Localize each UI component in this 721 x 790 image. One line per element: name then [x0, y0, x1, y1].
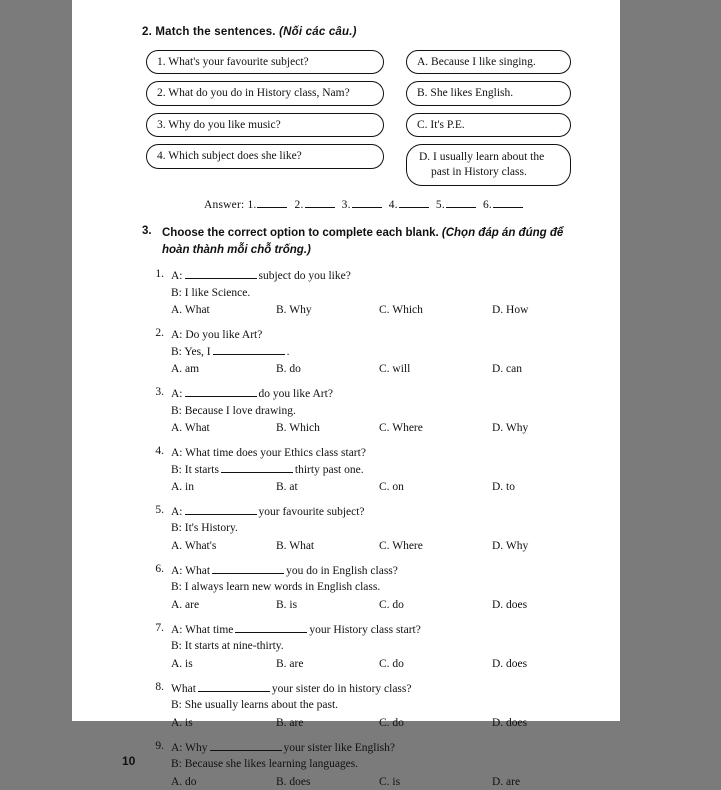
option-a[interactable]: A. What — [171, 421, 210, 434]
question-number-5: 5. — [155, 504, 164, 517]
question-8-line-a-post: your sister do in history class? — [271, 683, 412, 696]
option-d[interactable]: D. are — [492, 775, 521, 788]
question-item-1 — [142, 268, 598, 318]
option-d[interactable]: D. does — [492, 716, 528, 729]
match-item-right-b[interactable]: B. She likes English. — [406, 81, 571, 105]
question-item-3 — [142, 386, 598, 436]
question-list — [142, 268, 598, 790]
question-2-options — [171, 361, 598, 377]
question-5-line-a-post: your favourite subject? — [258, 506, 365, 519]
question-9-line-b: B: Because she likes learning languages. — [171, 758, 359, 771]
question-number-6: 6. — [155, 563, 164, 576]
book-spine — [72, 0, 101, 721]
section-2-heading-en: 2. Match the sentences. — [142, 26, 276, 38]
option-d[interactable]: D. Why — [492, 421, 529, 434]
question-number-7: 7. — [155, 622, 164, 635]
answer-number-4: 4. — [388, 198, 398, 211]
question-3-line-a-pre: A: — [171, 388, 183, 401]
answer-number-2: 2. — [294, 198, 304, 211]
section-3-heading-vn-line2: hoàn thành mỗi chỗ trống.) — [162, 243, 311, 256]
question-7-line-a — [171, 622, 598, 638]
question-9-blank[interactable] — [210, 750, 282, 751]
question-5-line-a — [171, 504, 598, 520]
match-item-right-a[interactable]: A. Because I like singing. — [406, 50, 571, 74]
option-a[interactable]: A. is — [171, 716, 193, 729]
option-b[interactable]: B. What — [276, 539, 315, 552]
question-1-options — [171, 302, 598, 318]
option-b[interactable]: B. are — [276, 716, 304, 729]
answer-blank-4[interactable] — [399, 207, 429, 208]
question-item-2 — [142, 327, 598, 377]
match-item-left-2[interactable]: 2. What do you do in History class, Nam? — [146, 81, 384, 105]
option-d[interactable]: D. Why — [492, 539, 529, 552]
option-b[interactable]: B. do — [276, 362, 301, 375]
question-number-2: 2. — [155, 327, 164, 340]
question-8-options — [171, 715, 598, 731]
match-item-right-d-line2: past in History class. — [431, 165, 527, 178]
question-6-line-a-pre: A: What — [171, 565, 211, 578]
option-a[interactable]: A. am — [171, 362, 200, 375]
background-left — [0, 0, 72, 721]
option-c[interactable]: C. Which — [379, 303, 423, 316]
answer-blank-5[interactable] — [446, 207, 476, 208]
question-5-line-b: B: It's History. — [171, 522, 238, 535]
answer-blank-2[interactable] — [305, 207, 335, 208]
question-3-options — [171, 420, 598, 436]
question-6-blank[interactable] — [212, 573, 284, 574]
question-number-8: 8. — [155, 681, 164, 694]
question-2-line-b-post: . — [286, 345, 290, 358]
option-a[interactable]: A. in — [171, 480, 194, 493]
background-right — [620, 0, 721, 721]
option-a[interactable]: A. are — [171, 598, 200, 611]
question-9-options — [171, 774, 598, 790]
option-b[interactable]: B. Which — [276, 421, 320, 434]
question-2-blank[interactable] — [213, 354, 285, 355]
section-2-heading-vn: (Nối các câu.) — [279, 26, 357, 38]
option-b[interactable]: B. is — [276, 598, 298, 611]
question-7-blank[interactable] — [235, 632, 307, 633]
question-8-line-a — [171, 681, 598, 697]
question-7-line-b: B: It starts at nine-thirty. — [171, 640, 284, 653]
option-a[interactable]: A. is — [171, 657, 193, 670]
question-3-line-a — [171, 386, 598, 402]
question-6-line-a-post: you do in English class? — [286, 565, 398, 578]
option-d[interactable]: D. to — [492, 480, 515, 493]
question-3-blank[interactable] — [185, 396, 257, 397]
question-6-line-a — [171, 563, 598, 579]
match-item-right-d[interactable] — [406, 144, 571, 186]
question-1-blank[interactable] — [185, 278, 257, 279]
option-d[interactable]: D. can — [492, 362, 523, 375]
question-4-blank[interactable] — [221, 472, 293, 473]
option-c[interactable]: C. do — [379, 598, 404, 611]
question-4-options — [171, 479, 598, 495]
question-1-line-a-pre: A: — [171, 270, 183, 283]
answer-blank-6[interactable] — [493, 207, 523, 208]
answer-line — [204, 199, 598, 211]
option-c[interactable]: C. will — [379, 362, 411, 375]
option-b[interactable]: B. at — [276, 480, 298, 493]
matching-right-column — [406, 50, 571, 186]
question-5-blank[interactable] — [185, 514, 257, 515]
question-number-4: 4. — [155, 445, 164, 458]
option-b[interactable]: B. Why — [276, 303, 312, 316]
question-4-line-a: A: What time does your Ethics class start? — [171, 447, 366, 460]
option-c[interactable]: C. is — [379, 775, 401, 788]
question-8-line-b: B: She usually learns about the past. — [171, 699, 339, 712]
question-1-line-a-post: subject do you like? — [258, 270, 351, 283]
question-6-line-b: B: I always learn new words in English class. — [171, 581, 381, 594]
answer-blank-3[interactable] — [352, 207, 382, 208]
option-c[interactable]: C. do — [379, 716, 404, 729]
question-2-line-a: A: Do you like Art? — [171, 329, 263, 342]
question-item-8 — [142, 681, 598, 731]
matching-left-column — [146, 50, 384, 186]
answer-label: Answer: 1. — [204, 198, 257, 211]
matching-exercise — [146, 50, 598, 186]
option-d[interactable]: D. does — [492, 598, 528, 611]
question-number-9: 9. — [155, 740, 164, 753]
question-item-7 — [142, 622, 598, 672]
option-b[interactable]: B. are — [276, 657, 304, 670]
match-item-left-3[interactable]: 3. Why do you like music? — [146, 113, 384, 137]
question-9-line-a — [171, 740, 598, 756]
option-c[interactable]: C. do — [379, 657, 404, 670]
match-item-right-c[interactable]: C. It's P.E. — [406, 113, 571, 137]
option-d[interactable]: D. How — [492, 303, 529, 316]
question-4-line-b-post: thirty past one. — [294, 463, 364, 476]
question-9-line-a-pre: A: Why — [171, 742, 208, 755]
section-3-heading-vn: (Chọn đáp án đúng để — [441, 226, 564, 239]
answer-blank-1[interactable] — [257, 207, 287, 208]
question-4-line-b — [171, 462, 598, 478]
option-a[interactable]: A. What — [171, 303, 210, 316]
question-1-line-a — [171, 268, 598, 284]
question-8-line-a-pre: What — [171, 683, 196, 696]
question-2-line-b-pre: B: Yes, I — [171, 345, 211, 358]
question-7-line-a-pre: A: What time — [171, 624, 234, 637]
question-2-line-b — [171, 344, 598, 360]
answer-number-3: 3. — [341, 198, 351, 211]
match-item-left-1[interactable]: 1. What's your favourite subject? — [146, 50, 384, 74]
question-item-5 — [142, 504, 598, 554]
question-number-3: 3. — [155, 386, 164, 399]
worksheet-page — [100, 0, 620, 788]
question-6-options — [171, 597, 598, 613]
answer-number-5: 5. — [435, 198, 445, 211]
question-9-line-a-post: your sister like English? — [283, 742, 395, 755]
question-item-9 — [142, 740, 598, 790]
question-3-line-a-post: do you like Art? — [258, 388, 333, 401]
option-c[interactable]: C. Where — [379, 421, 423, 434]
answer-number-6: 6. — [482, 198, 493, 211]
option-a[interactable]: A. What's — [171, 539, 217, 552]
match-item-right-d-line1: D. I usually learn about the — [419, 151, 545, 164]
question-5-line-a-pre: A: — [171, 506, 183, 519]
option-c[interactable]: C. on — [379, 480, 404, 493]
question-5-options — [171, 538, 598, 554]
option-a[interactable]: A. do — [171, 775, 197, 788]
question-3-line-b: B: Because I love drawing. — [171, 404, 296, 417]
question-item-6 — [142, 563, 598, 613]
question-8-blank[interactable] — [198, 691, 270, 692]
question-7-options — [171, 656, 598, 672]
section-2-heading — [142, 26, 598, 38]
question-item-4 — [142, 445, 598, 495]
match-item-left-4[interactable]: 4. Which subject does she like? — [146, 144, 384, 168]
question-7-line-a-post: your History class start? — [309, 624, 421, 637]
section-3-heading — [142, 225, 598, 258]
option-c[interactable]: C. Where — [379, 539, 423, 552]
page-number: 10 — [122, 754, 136, 769]
section-3-heading-en: Choose the correct option to complete each blank. — [162, 226, 439, 239]
question-1-line-b: B: I like Science. — [171, 286, 251, 299]
question-number-1: 1. — [155, 268, 164, 281]
section-3-number: 3. — [142, 224, 152, 237]
option-d[interactable]: D. does — [492, 657, 528, 670]
option-b[interactable]: B. does — [276, 775, 311, 788]
question-4-line-b-pre: B: It starts — [171, 463, 219, 476]
